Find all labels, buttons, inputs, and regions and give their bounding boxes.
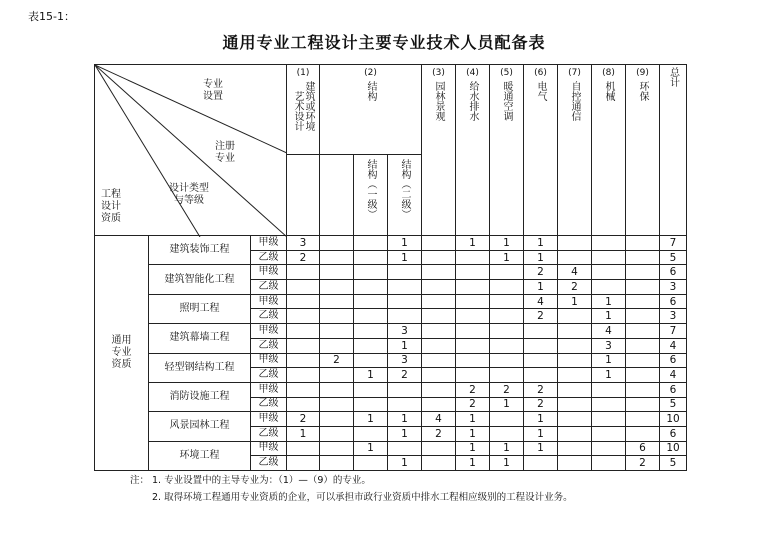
count-cell: 2 [456, 397, 490, 412]
total-cell: 6 [660, 294, 687, 309]
grade-cell: 甲级 [251, 441, 287, 456]
count-cell [592, 236, 626, 251]
col-header-mechanical: (8) 机械 [592, 65, 626, 236]
table-row [95, 236, 687, 251]
count-cell [354, 456, 388, 471]
count-cell [287, 441, 320, 456]
diag-label-registered: 注册 专业 [215, 141, 235, 164]
count-cell [320, 397, 354, 412]
count-cell [287, 324, 320, 339]
count-cell [456, 280, 490, 295]
count-cell [422, 250, 456, 265]
count-cell [354, 397, 388, 412]
count-cell: 1 [490, 250, 524, 265]
col-header-total: 总计 [660, 65, 687, 236]
count-cell [320, 309, 354, 324]
total-cell: 3 [660, 309, 687, 324]
count-cell [626, 250, 660, 265]
count-cell [626, 426, 660, 441]
count-cell [320, 265, 354, 280]
count-cell: 1 [388, 456, 422, 471]
col-header-environmental: (9) 环保 [626, 65, 660, 236]
count-cell: 2 [422, 426, 456, 441]
count-cell [592, 456, 626, 471]
count-cell [626, 309, 660, 324]
count-cell [354, 265, 388, 280]
col-header-art: (1) 艺术设计建筑或环境 [287, 65, 320, 155]
count-cell [388, 382, 422, 397]
count-cell: 1 [388, 412, 422, 427]
count-cell [626, 412, 660, 427]
count-cell [287, 309, 320, 324]
count-cell: 1 [354, 412, 388, 427]
count-cell [626, 280, 660, 295]
count-cell: 2 [524, 265, 558, 280]
count-cell [320, 294, 354, 309]
col-header-landscape: (3) 园林景观 [422, 65, 456, 236]
count-cell [354, 324, 388, 339]
diagonal-header-cell [95, 65, 287, 236]
count-cell: 1 [524, 412, 558, 427]
count-cell [456, 353, 490, 368]
count-cell [287, 382, 320, 397]
count-cell: 1 [524, 236, 558, 251]
count-cell [320, 426, 354, 441]
count-cell [626, 338, 660, 353]
table-row [95, 265, 687, 280]
notes-label: 注： [130, 475, 150, 486]
diag-label-design-type: 设计类型 与等级 [169, 183, 209, 206]
count-cell: 1 [490, 441, 524, 456]
count-cell [592, 441, 626, 456]
grade-cell: 乙级 [251, 338, 287, 353]
count-cell: 1 [354, 441, 388, 456]
total-cell: 6 [660, 426, 687, 441]
grade-cell: 乙级 [251, 456, 287, 471]
count-cell: 1 [388, 250, 422, 265]
diag-label-qualification: 工程 设计 资质 [101, 189, 121, 224]
count-cell [626, 265, 660, 280]
total-cell: 5 [660, 250, 687, 265]
count-cell [354, 426, 388, 441]
count-cell [490, 412, 524, 427]
project-name: 消防设施工程 [149, 382, 251, 411]
struct-blank-subcell [320, 154, 354, 235]
count-cell: 1 [456, 426, 490, 441]
project-name: 轻型钢结构工程 [149, 353, 251, 382]
count-cell [320, 441, 354, 456]
note-item-2: 2. 取得环境工程通用专业资质的企业，可以承担市政行业资质中排水工程相应级别的工程设计业务。 [152, 492, 573, 503]
total-cell: 5 [660, 397, 687, 412]
count-cell: 2 [524, 397, 558, 412]
count-cell: 2 [456, 382, 490, 397]
table-row [95, 324, 687, 339]
table-row [95, 353, 687, 368]
count-cell [320, 236, 354, 251]
count-cell: 2 [558, 280, 592, 295]
count-cell [558, 368, 592, 383]
total-cell: 3 [660, 280, 687, 295]
count-cell: 3 [388, 324, 422, 339]
total-cell: 5 [660, 456, 687, 471]
count-cell [490, 265, 524, 280]
count-cell [490, 294, 524, 309]
count-cell [456, 294, 490, 309]
total-cell: 6 [660, 382, 687, 397]
count-cell [422, 382, 456, 397]
count-cell [626, 368, 660, 383]
note-item-1: 1. 专业设置中的主导专业为：（1）—（9）的专业。 [152, 475, 371, 486]
count-cell [388, 265, 422, 280]
count-cell [388, 441, 422, 456]
total-cell: 6 [660, 353, 687, 368]
count-cell [422, 353, 456, 368]
count-cell: 2 [626, 456, 660, 471]
count-cell: 1 [456, 441, 490, 456]
count-cell [558, 412, 592, 427]
count-cell: 2 [524, 382, 558, 397]
count-cell: 1 [456, 236, 490, 251]
total-cell: 4 [660, 338, 687, 353]
group-label: 通用 专业 资质 [95, 236, 149, 471]
count-cell [626, 324, 660, 339]
count-cell [354, 236, 388, 251]
count-cell [490, 426, 524, 441]
count-cell: 3 [388, 353, 422, 368]
count-cell [287, 456, 320, 471]
project-name: 建筑装饰工程 [149, 236, 251, 265]
count-cell [287, 338, 320, 353]
count-cell [320, 338, 354, 353]
count-cell [592, 250, 626, 265]
grade-cell: 甲级 [251, 294, 287, 309]
count-cell [287, 280, 320, 295]
count-cell [422, 338, 456, 353]
col-header-hvac: (5) 暖通空调 [490, 65, 524, 236]
count-cell [490, 353, 524, 368]
count-cell [524, 338, 558, 353]
project-name: 建筑智能化工程 [149, 265, 251, 294]
count-cell [558, 338, 592, 353]
count-cell [592, 426, 626, 441]
count-cell: 1 [558, 294, 592, 309]
count-cell [626, 382, 660, 397]
count-cell: 3 [287, 236, 320, 251]
count-cell [354, 294, 388, 309]
count-cell [592, 412, 626, 427]
page-title: 通用专业工程设计主要专业技术人员配备表 [222, 33, 546, 52]
count-cell: 2 [524, 309, 558, 324]
struct-level2-header: 结构（二级） [388, 154, 422, 235]
count-cell: 4 [524, 294, 558, 309]
count-cell [558, 309, 592, 324]
project-name: 照明工程 [149, 294, 251, 323]
col-header-structure: (2) 结构 [320, 65, 422, 155]
count-cell [456, 265, 490, 280]
count-cell: 4 [592, 324, 626, 339]
grade-cell: 乙级 [251, 397, 287, 412]
count-cell: 4 [422, 412, 456, 427]
count-cell [320, 324, 354, 339]
count-cell [558, 426, 592, 441]
count-cell: 4 [558, 265, 592, 280]
count-cell [422, 236, 456, 251]
count-cell: 1 [524, 250, 558, 265]
count-cell [287, 294, 320, 309]
count-cell [558, 250, 592, 265]
count-cell: 1 [456, 456, 490, 471]
count-cell [490, 309, 524, 324]
count-cell: 1 [524, 280, 558, 295]
count-cell [558, 236, 592, 251]
count-cell [320, 382, 354, 397]
diag-label-major: 专业 设置 [203, 79, 223, 102]
grade-cell: 甲级 [251, 412, 287, 427]
count-cell: 1 [354, 368, 388, 383]
col-header-electrical: (6) 电气 [524, 65, 558, 236]
count-cell [422, 309, 456, 324]
count-cell [626, 353, 660, 368]
table-row [95, 441, 687, 456]
count-cell [320, 250, 354, 265]
count-cell: 1 [287, 426, 320, 441]
grade-cell: 乙级 [251, 426, 287, 441]
count-cell [592, 265, 626, 280]
count-cell [354, 280, 388, 295]
col-header-water: (4) 给水排水 [456, 65, 490, 236]
count-cell: 3 [592, 338, 626, 353]
count-cell [626, 236, 660, 251]
count-cell [490, 338, 524, 353]
count-cell: 1 [592, 309, 626, 324]
count-cell [354, 382, 388, 397]
count-cell [422, 280, 456, 295]
count-cell [320, 368, 354, 383]
count-cell: 1 [456, 412, 490, 427]
count-cell: 1 [524, 426, 558, 441]
count-cell [558, 397, 592, 412]
count-cell [490, 368, 524, 383]
count-cell [558, 353, 592, 368]
count-cell [558, 441, 592, 456]
count-cell [490, 280, 524, 295]
count-cell: 2 [490, 382, 524, 397]
grade-cell: 甲级 [251, 382, 287, 397]
count-cell [592, 280, 626, 295]
count-cell [388, 294, 422, 309]
project-name: 风景园林工程 [149, 412, 251, 441]
project-name: 建筑幕墙工程 [149, 324, 251, 353]
count-cell: 1 [490, 236, 524, 251]
count-cell [422, 265, 456, 280]
count-cell [422, 368, 456, 383]
table-row [95, 382, 687, 397]
count-cell [320, 456, 354, 471]
count-cell: 1 [388, 338, 422, 353]
grade-cell: 乙级 [251, 368, 287, 383]
count-cell [524, 324, 558, 339]
count-cell [456, 338, 490, 353]
grade-cell: 乙级 [251, 280, 287, 295]
count-cell [354, 250, 388, 265]
struct-level1-header: 结构（一级） [354, 154, 388, 235]
count-cell [320, 412, 354, 427]
count-cell: 1 [592, 294, 626, 309]
grade-cell: 甲级 [251, 265, 287, 280]
grade-cell: 甲级 [251, 236, 287, 251]
count-cell [287, 368, 320, 383]
count-cell [558, 324, 592, 339]
total-cell: 7 [660, 324, 687, 339]
table-row [95, 412, 687, 427]
count-cell [422, 294, 456, 309]
total-cell: 10 [660, 441, 687, 456]
count-cell [422, 456, 456, 471]
count-cell [626, 397, 660, 412]
count-cell [388, 309, 422, 324]
table-row [95, 294, 687, 309]
count-cell [422, 324, 456, 339]
total-cell: 10 [660, 412, 687, 427]
count-cell [422, 397, 456, 412]
count-cell [524, 368, 558, 383]
count-cell [592, 382, 626, 397]
count-cell [626, 294, 660, 309]
count-cell [524, 456, 558, 471]
total-cell: 6 [660, 265, 687, 280]
count-cell: 1 [524, 441, 558, 456]
grade-cell: 乙级 [251, 250, 287, 265]
staffing-table [94, 64, 687, 471]
count-cell: 2 [287, 250, 320, 265]
grade-cell: 乙级 [251, 309, 287, 324]
count-cell: 6 [626, 441, 660, 456]
count-cell [558, 456, 592, 471]
count-cell: 1 [592, 368, 626, 383]
count-cell: 1 [388, 426, 422, 441]
art-subcell [287, 154, 320, 235]
grade-cell: 甲级 [251, 324, 287, 339]
count-cell [456, 368, 490, 383]
count-cell [287, 397, 320, 412]
count-cell [456, 324, 490, 339]
count-cell: 2 [388, 368, 422, 383]
count-cell [456, 309, 490, 324]
count-cell: 2 [287, 412, 320, 427]
count-cell [456, 250, 490, 265]
count-cell [592, 397, 626, 412]
count-cell [388, 397, 422, 412]
total-cell: 4 [660, 368, 687, 383]
count-cell [287, 265, 320, 280]
count-cell: 1 [388, 236, 422, 251]
count-cell [354, 309, 388, 324]
count-cell [354, 338, 388, 353]
count-cell [287, 353, 320, 368]
table-number: 表15-1： [28, 10, 75, 23]
count-cell [388, 280, 422, 295]
grade-cell: 甲级 [251, 353, 287, 368]
count-cell [354, 353, 388, 368]
count-cell [558, 382, 592, 397]
count-cell [524, 353, 558, 368]
count-cell [490, 324, 524, 339]
project-name: 环境工程 [149, 441, 251, 470]
col-header-control: (7) 自控通信 [558, 65, 592, 236]
count-cell: 1 [592, 353, 626, 368]
count-cell [320, 280, 354, 295]
count-cell: 2 [320, 353, 354, 368]
count-cell [422, 441, 456, 456]
total-cell: 7 [660, 236, 687, 251]
count-cell: 1 [490, 397, 524, 412]
count-cell: 1 [490, 456, 524, 471]
